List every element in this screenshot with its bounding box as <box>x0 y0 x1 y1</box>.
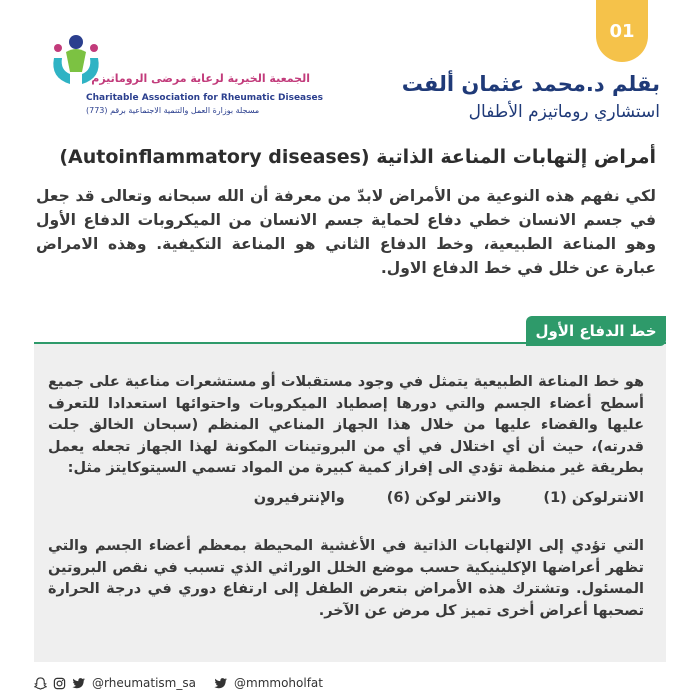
example-item: الانترلوكن (1) <box>543 490 644 506</box>
association-logo <box>40 28 323 128</box>
page-number: 01 <box>609 20 635 42</box>
logo-registration: مسجلة بوزارة العمل والتنمية الاجتماعية برقم (773) <box>86 106 260 115</box>
org-handle[interactable]: @rheumatism_sa <box>92 676 196 690</box>
footer-author-social <box>214 676 323 690</box>
twitter-icon[interactable] <box>72 677 86 690</box>
article-title: أمراض إلتهابات المناعة الذاتية (Autoinflammatory diseases) <box>59 146 656 168</box>
twitter-icon[interactable] <box>214 677 228 690</box>
section-title: خط الدفاع الأول <box>535 322 657 340</box>
logo-name-arabic: الجمعية الخيرية لرعاية مرضى الروماتيزم <box>91 72 310 85</box>
author-name: بقلم د.محمد عثمان ألفت <box>401 72 660 96</box>
footer-org-social <box>34 676 196 690</box>
example-item: والانتر لوكن (6) <box>386 490 502 506</box>
author-handle[interactable]: @mmmoholfat <box>234 676 323 690</box>
page-number-badge <box>596 0 648 62</box>
section-paragraph-1: هو خط المناعة الطبيعية يتمثل في وجود مستقبلات أو مستشعرات مناعية على جميع أسطح أعضاء الجسم والتي دورها إصطياد الميكروبات واحتوائها استعدادا للتعرف عليها والقضاء عليها من خلال هذا الجهاز المناعي المنظم (سبحان الخالق جلت قدرته)، حيث أن أي اختلال في أي من البروتينات المكونة لهذا الجهاز تجعله يعمل بطريقة غير منظمة تؤدي الى إفراز كمية كبيرة من المواد تسمي السيتوكايتز مثل: <box>48 374 644 476</box>
section-title-tab <box>526 316 666 346</box>
intro-paragraph: لكي نفهم هذه النوعية من الأمراض لابدّ من معرفة أن الله سبحانه وتعالى قد جعل في جسم الانسان خطي دفاع لحماية جسم الانسان من الميكروبات الدفاع الأول وهو المناعة الطبيعية، وخط الدفاع الثاني هو المناعة التكيفية. وهذه الامراض عبارة عن خلل في خط الدفاع الاول. <box>36 187 656 277</box>
cytokine-examples <box>254 490 644 506</box>
instagram-icon[interactable] <box>53 677 66 690</box>
section-paragraph-2: التي تؤدي إلى الإلتهابات الذاتية في الأغشية المحيطة بمعظم أعضاء الجسم والتي تظهر أعراضها الإكلينيكية حسب موضع الخلل الوراثي الذي تسبب في نقص البروتين المسئول. وتشترك هذه الأمراض بتعرض الطفل إلى ارتفاع دوري في درجة الحرارة تصحبها أعراض أخرى تميز كل مرض عن الآخر. <box>48 538 644 619</box>
snapchat-icon[interactable] <box>34 677 47 690</box>
author-title: استشاري روماتيزم الأطفال <box>468 102 660 122</box>
example-item: والإنترفيرون <box>253 490 345 506</box>
logo-name-english: Charitable Association for Rheumatic Diseases <box>86 93 323 103</box>
